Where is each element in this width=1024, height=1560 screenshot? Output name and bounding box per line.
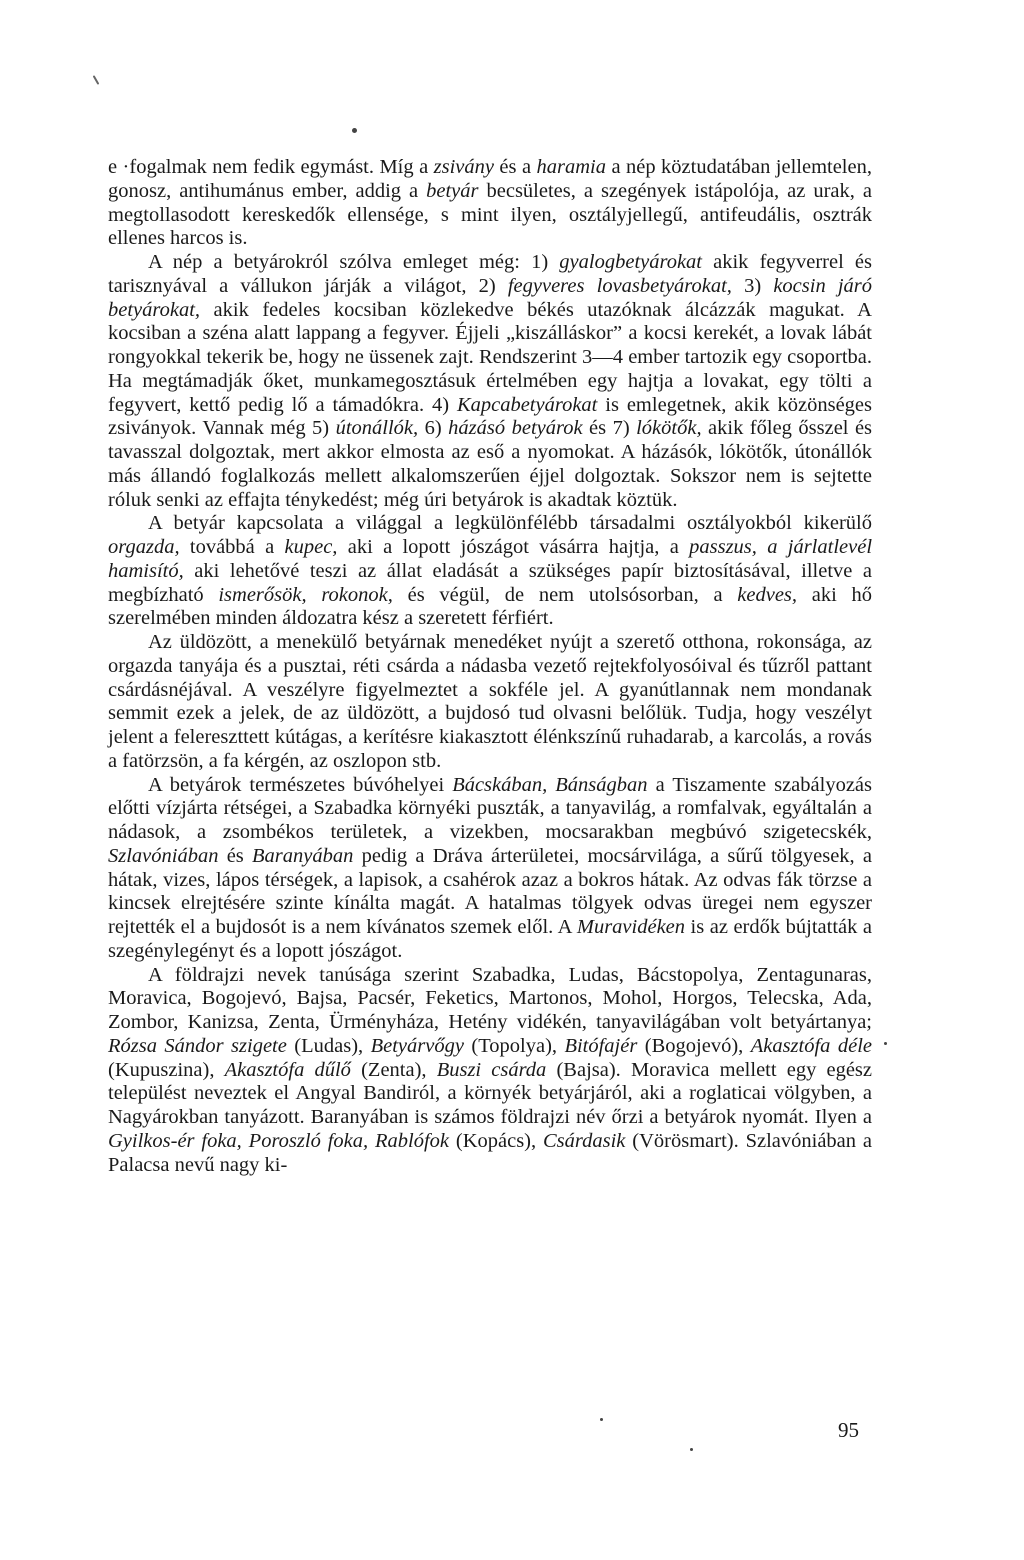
paragraph [108, 156, 872, 251]
text-run: akik fedeles kocsiban közlekedve békés utazóknak álcázzák magukat. A kocsiban a széna alatt lappang a fegyver. Éjjeli „kiszálláskor” a kocsi kerekét, a lovak lábát rongyokkal tekerik be, hogy ne üssenek zajt. Rendszerint 3—4 ember tartozik egy csoportba. Ha megtámadják őket, munkamegosztásuk értelmében egy hajtja a lovakat, egy tölti a fegyvert, kettő pedig lő a támadókra. 4) [108, 298, 872, 416]
text-run: a nép köztudatában jellemtelen, gonosz, antihumánus ember, addig a [108, 156, 872, 202]
text-run: e ·fogalmak nem fedik egymást. Míg a [108, 156, 434, 178]
text-run: A nép a betyárokról szólva emleget még: 1) [148, 251, 560, 273]
paragraph [108, 631, 872, 774]
scan-speck [352, 128, 357, 133]
text-run: becsületes, a szegények istápolója, az urak, a megtollasodott kereskedők ellensége, s mint ilyen, osztályjellegű, antifeudális, osztrák ellenes harcos is. [108, 179, 872, 250]
scan-speck [690, 1448, 693, 1451]
text-run: aki a lopott jószágot vásárra hajtja, a [337, 536, 690, 558]
italic-term: passzus, a járlatlevél hamisító, [108, 536, 873, 582]
text-run: (Vörösmart). Szlavóniában a Palacsa nevű nagy ki- [108, 1129, 872, 1176]
page-body [108, 156, 872, 1177]
scan-speck [884, 1042, 887, 1045]
text-run: 6) [418, 417, 449, 440]
text-run: és 7) [582, 417, 637, 440]
italic-term: Rózsa Sándor szigete [108, 1034, 287, 1057]
text-run: A betyár kapcsolata a világgal a legkülönfélébb társadalmi osztályokból kikerülő [148, 512, 872, 535]
scan-speck [600, 1418, 603, 1421]
text-run: aki hő szerelmében minden áldozatra kész a szeretett férfiért. [108, 583, 873, 630]
text-run: 3) [731, 274, 774, 297]
text-run: és a [493, 156, 537, 178]
italic-term: Akasztófa dűlő [224, 1058, 351, 1081]
text-run: (Kupuszina), [108, 1058, 225, 1081]
italic-term: Buszi csárda [436, 1058, 547, 1081]
italic-term: Szlavóniában [108, 844, 219, 867]
text-run: Az üldözött, a menekülő betyárnak menedéket nyújt a szerető otthona, rokonsága, az orgazda tanyája és a pusztai, réti csárda a nádasba vezető rejtekfolyosóival és tűzről pattant csárdásnéjával. A veszélyre figyelmeztet a sokféle jel. A gyanútlannak nem mondanak semmit ezek a jelek, de az üldözött, a bujdosó tud olvasni belőlük. Tudja, hogy veszélyt jelent a felereszttett kútágas, a kerítésre kiakasztott élénkszínű ruhadarab, a karcolás, a rovás a fatörzsön, a fa kérgén, az oszlopon stb. [108, 631, 872, 772]
italic-term: kupec, [284, 536, 338, 558]
paragraph [108, 774, 872, 964]
text-run: is emlegetnek, akik közönséges zsiványok. Vannak még 5) [108, 393, 873, 440]
text-run: (Zenta), [350, 1058, 437, 1081]
text-run: A betyárok természetes búvóhelyei [148, 773, 453, 796]
italic-term: gyalogbetyárokat [559, 251, 702, 273]
italic-term: fegyveres lovasbetyárokat, [507, 274, 732, 297]
italic-term: Csárdasik [543, 1129, 626, 1152]
italic-term: betyár [426, 179, 479, 202]
text-run: és [218, 844, 253, 867]
text-run: akik főleg ősszel és tavasszal dolgoztak, mert akkor elmosta az eső a nyomokat. A házásók, lókötők, útonállók más állandó foglalkozás mellett alkalomszerűen éjjel dolgoztak. Sokszor nem is sejtette róluk senki az effajta ténykedést; még úri betyárok is akadtak köztük. [108, 417, 873, 511]
italic-term: házásó betyárok [448, 417, 583, 440]
italic-term: útonállók, [335, 417, 419, 440]
text-run: és végül, de nem utolsósorban, a [392, 583, 738, 606]
italic-term: Baranyában [252, 844, 354, 867]
italic-term: zsivány [433, 156, 494, 178]
text-run: a Tiszamente szabályozás előtti vízjárta rétségei, a Szabadka környéki puszták, a tanyavilág, a romfalvak, egyáltalán a nádasok, a zsombékos területek, a vizekben, mocsarakban megbúvó szigetecskék, [108, 773, 872, 843]
text-run: (Ludas), [286, 1034, 371, 1057]
italic-term: Muravidéken [576, 916, 686, 938]
text-run: akik fegyverrel és tarisznyával a vállukon járják a világot, 2) [108, 251, 873, 297]
text-run: pedig a Dráva árterületei, mocsárvilága, a sűrű tölgyesek, a hátak, vizes, lápos térségek, a lapisok, a csahérok azaz a bokros hátak. Az odvas fák törzse a kincsek elrejtésére szinte kínálta magát. A hatalmas tölgyek odvas üregei nem egyszer rejtették el a bujdosót is a nem kívánatos szemek elől. A [108, 844, 872, 938]
italic-term: ismerősök, rokonok, [218, 583, 393, 606]
text-run: továbbá a [179, 536, 285, 558]
italic-term: Bácskában, Bánságban [452, 773, 648, 796]
text-run: A földrajzi nevek tanúsága szerint Szabadka, Ludas, Bácstopolya, Zentagunaras, Moravica, Bogojevó, Bajsa, Pacsér, Feketics, Martonos, Mohol, Horgos, Telecska, Ada, Zombor, Kanizsa, Zenta, Ürményháza, Hetény vidékén, tanyavilágában volt betyártanya; [108, 963, 872, 1033]
scan-speck [93, 75, 100, 85]
text-run: (Kopács), [449, 1129, 543, 1152]
italic-term: Kapcabetyárokat [456, 393, 598, 416]
text-run: (Bogojevó), [637, 1034, 751, 1057]
italic-term: orgazda, [108, 536, 180, 558]
paragraph [108, 251, 872, 512]
text-run: aki lehetővé teszi az állat eladását a szükséges papír biztosításával, illetve a megbízható [108, 559, 872, 606]
italic-term: haramia [536, 156, 606, 178]
italic-term: Gyilkos-ér foka, Poroszló foka, Rablófok [108, 1129, 449, 1152]
text-run: (Topolya), [463, 1034, 565, 1057]
page-number: 95 [838, 1418, 859, 1442]
text-run: is az erdők bújtatták a szegénylegényt és a lopott jószágot. [108, 916, 872, 962]
italic-term: lókötők, [636, 417, 702, 440]
italic-term: Betyárvőgy [370, 1034, 464, 1057]
text-run: (Bajsa). Moravica mellett egy egész települést neveztek el Angyal Bandiról, a környék betyárjáról, aki a roglaticai völgyben, a Nagyárokban tanyázott. Baranyában is számos földrajzi név őrzi a betyárok nyomát. Ilyen a [108, 1058, 872, 1128]
italic-term: kocsin járó betyárokat, [108, 274, 873, 321]
paragraph [108, 512, 872, 631]
italic-term: Akasztófa déle [750, 1034, 872, 1057]
italic-term: Bitófajér [564, 1034, 638, 1057]
paragraph [108, 964, 872, 1178]
italic-term: kedves, [737, 583, 798, 606]
